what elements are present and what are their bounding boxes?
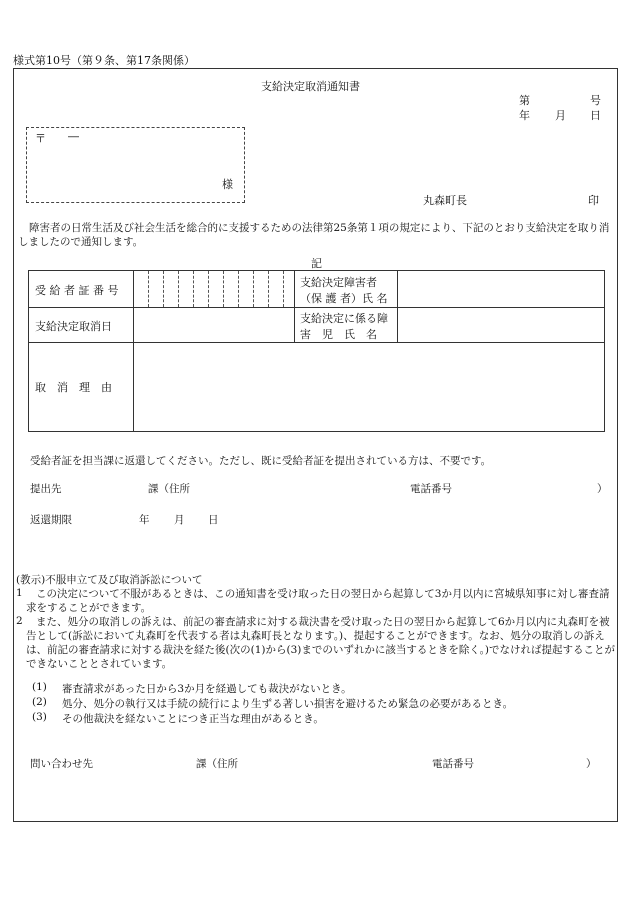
contact-ka: 課（住所 — [196, 758, 238, 770]
form-id: 様式第10号（第９条、第17条関係） — [13, 54, 195, 67]
date-month: 月 — [555, 109, 566, 122]
notice-item1-num: 1 — [16, 587, 23, 599]
label-person-line2: （保 護 者）氏 名 — [300, 292, 388, 305]
label-child-line2: 害 児 氏 名 — [300, 328, 377, 341]
notice-item2-num: 2 — [16, 615, 23, 627]
deadline-year: 年 — [139, 514, 150, 526]
submit-tel: 電話番号 — [410, 483, 452, 495]
notice-sub1-num: (1) — [32, 681, 47, 693]
submit-label: 提出先 — [30, 483, 62, 495]
label-child-line1: 支給決定に係る障 — [300, 312, 388, 325]
postal-mark: 〒 — [35, 132, 46, 145]
contact-tel: 電話番号 — [432, 758, 474, 770]
notice-sub2-num: (2) — [32, 696, 47, 708]
notice-heading: (教示)不服申立て及び取消訴訟について — [16, 574, 203, 586]
deadline-day: 日 — [208, 514, 219, 526]
contact-label: 問い合わせ先 — [30, 758, 93, 770]
postal-dash: ― — [68, 130, 79, 143]
deadline-label: 返還期限 — [30, 514, 72, 526]
address-box — [26, 127, 245, 203]
date-day: 日 — [590, 109, 601, 122]
doc-no-dai: 第 — [519, 94, 530, 107]
submit-ka: 課（住所 — [148, 483, 190, 495]
issuer-name: 丸森町長 — [423, 194, 467, 207]
label-reason: 取 消 理 由 — [35, 381, 112, 394]
addressee-sama: 様 — [222, 178, 233, 191]
document-title: 支給決定取消通知書 — [261, 80, 360, 93]
ki-label: 記 — [311, 257, 322, 270]
submit-close: ） — [597, 483, 608, 495]
doc-no-go: 号 — [590, 94, 601, 107]
notice-sub3-num: (3) — [32, 711, 47, 723]
notice-item1: この決定について不服があるときは、この通知書を受け取った日の翌日から起算して3か月以内に宮城県知事に対し審査請求をすることができます。 — [26, 588, 610, 614]
intro-text: 障害者の日常生活及び社会生活を総合的に支援するための法律第25条第１項の規定により、下記のとおり支給決定を取り消しましたので通知します。 — [18, 222, 610, 248]
label-person-line1: 支給決定障害者 — [300, 276, 377, 289]
deadline-month: 月 — [174, 514, 185, 526]
notice-sub1: 審査請求があった日から3か月を経過しても裁決がないとき。 — [62, 683, 352, 695]
notice-sub3: その他裁決を経ないことにつき正当な理由があるとき。 — [62, 713, 324, 725]
info-table — [28, 270, 605, 432]
notice-item2: また、処分の取消しの訴えは、前記の審査請求に対する裁決書を受け取った日の翌日から起算して6か月以内に丸森町を被告として(訴訟において丸森町を代表する者は丸森町長となります。)、提起することができます。なお、処分の取消しの訴えは、前記の審査請求に対する裁決を経た後(次の(1)から(3)までのいずれかに該当するときを除く。)でなければ提起することができないこととされています。 — [26, 616, 615, 670]
label-cancel-date: 支給決定取消日 — [35, 320, 112, 333]
return-note: 受給者証を担当課に返還してください。ただし、既に受給者証を提出されている方は、不要です。 — [30, 455, 492, 467]
label-recipient-no: 受 給 者 証 番 号 — [35, 284, 119, 297]
date-year: 年 — [519, 109, 530, 122]
contact-close: ） — [586, 758, 597, 770]
notice-sub2: 処分、処分の執行又は手続の続行により生ずる著しい損害を避けるため緊急の必要があるとき。 — [62, 698, 514, 710]
issuer-seal: 印 — [588, 194, 599, 207]
